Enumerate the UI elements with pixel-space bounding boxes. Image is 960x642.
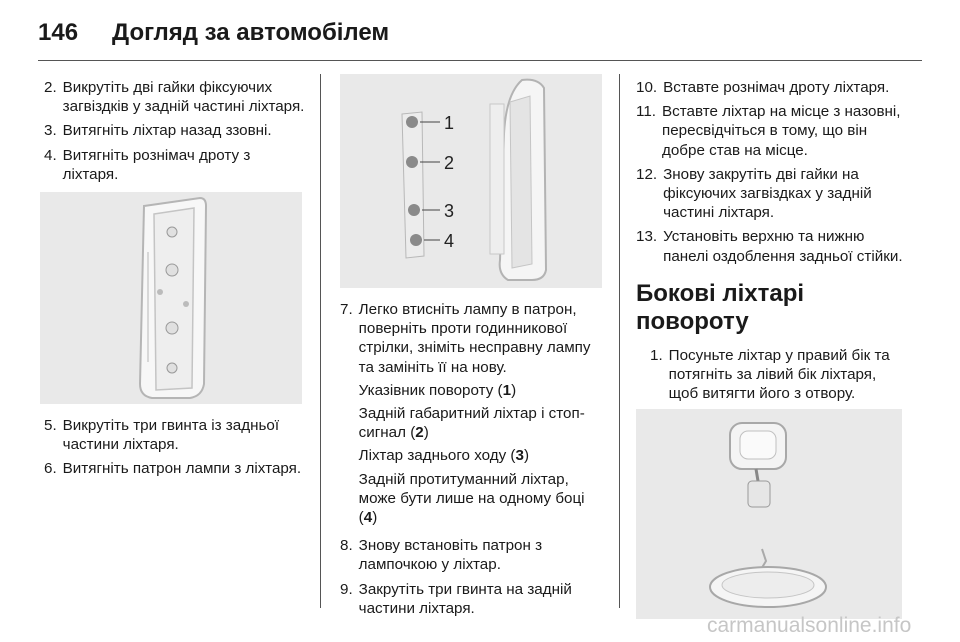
step-text: Витягніть рознімач дроту з ліхтаря. xyxy=(62,146,251,183)
step-text: Вставте рознімач дроту ліхтаря. xyxy=(663,79,890,96)
page-number: 146 xyxy=(38,19,79,46)
list-item xyxy=(636,102,906,160)
step-number: 2. xyxy=(44,79,57,96)
list-item xyxy=(44,416,306,454)
lamp-item: Указівник повороту (1) xyxy=(358,381,517,399)
tail-lamp-housing-image xyxy=(40,192,302,404)
step-number: 13. xyxy=(636,228,658,246)
column-divider-left xyxy=(320,74,321,608)
list-item xyxy=(44,459,306,478)
column-2 xyxy=(340,74,606,623)
list-item xyxy=(340,536,606,574)
side-indicator-illustration xyxy=(636,409,902,619)
callout-2: 2 xyxy=(444,153,455,173)
lamp-item: Ліхтар заднього ходу (3) xyxy=(358,447,530,465)
list-item xyxy=(636,346,906,404)
step-text: Знову встановіть патрон з лампочкою у ліхтар. xyxy=(358,537,543,574)
callout-1: 1 xyxy=(444,113,455,133)
step-text: Витягніть патрон лампи з ліхтаря. xyxy=(62,460,302,478)
step-text: Знову закрутіть дві гайки на фіксуючих загвіздках у задній частині ліхтаря. xyxy=(663,165,872,222)
column-1 xyxy=(44,78,306,484)
column-3 xyxy=(636,78,906,619)
step-number: 10. xyxy=(636,79,658,96)
watermark: carmanualsonline.info xyxy=(707,614,912,637)
callout-3: 3 xyxy=(444,201,455,221)
side-indicator-image xyxy=(636,409,902,619)
step-text: Вставте ліхтар на місце з назовні, пересвідчіться в тому, що він добре став на місце. xyxy=(662,103,901,159)
lamp-item: Задній габаритний ліхтар і стоп-сигнал (2) xyxy=(358,405,585,442)
step-number: 7. xyxy=(340,301,353,318)
bulb-holder-illustration xyxy=(340,74,602,288)
step-number: 11. xyxy=(636,103,656,121)
page-header xyxy=(38,8,389,58)
list-item xyxy=(44,146,306,184)
list-item xyxy=(636,227,906,265)
list-item xyxy=(44,78,306,116)
tail-lamp-rear-illustration xyxy=(40,192,302,404)
header-rule xyxy=(38,60,922,61)
list-item xyxy=(340,300,606,531)
step-number: 1. xyxy=(650,346,663,364)
step-number: 8. xyxy=(340,537,353,555)
step-text: Викрутіть дві гайки фіксуючих загвіздків у задній частині ліхтаря. xyxy=(62,79,305,116)
step-text: Посуньте ліхтар у правий бік та потягніть за лівий бік ліхтаря, щоб витягти його з отвору. xyxy=(668,346,890,403)
step-number: 4. xyxy=(44,146,57,164)
list-item xyxy=(636,78,906,97)
step-number: 6. xyxy=(44,460,57,478)
step-text: Установіть верхню та нижню панелі оздоблення задньої стійки. xyxy=(663,228,903,265)
list-item xyxy=(636,165,906,223)
step-number: 12. xyxy=(636,165,658,183)
bulb-holder-image xyxy=(340,74,602,288)
step-text: Легко втисніть лампу в патрон, поверніть проти годинникової стрілки, зніміть несправну лампу та замініть її на нову. xyxy=(358,301,591,376)
page-title: Догляд за автомобілем xyxy=(112,19,390,46)
step-text: Викрутіть три гвинта із задньої частини ліхтаря. xyxy=(62,417,280,454)
section-title: Бокові ліхтарі повороту xyxy=(636,279,805,335)
step-number: 3. xyxy=(44,122,57,140)
lamp-item: Задній протитуманний ліхтар, може бути лише на одному боці (4) xyxy=(358,470,585,527)
step-text: Витягніть ліхтар назад ззовні. xyxy=(62,122,272,140)
column-divider-right xyxy=(619,74,620,608)
step-number: 5. xyxy=(44,417,57,435)
step-number: 9. xyxy=(340,580,353,598)
callout-4: 4 xyxy=(444,231,455,251)
step-text: Закрутіть три гвинта на задній частини ліхтаря. xyxy=(358,580,572,617)
list-item xyxy=(340,580,606,618)
list-item xyxy=(44,121,306,140)
